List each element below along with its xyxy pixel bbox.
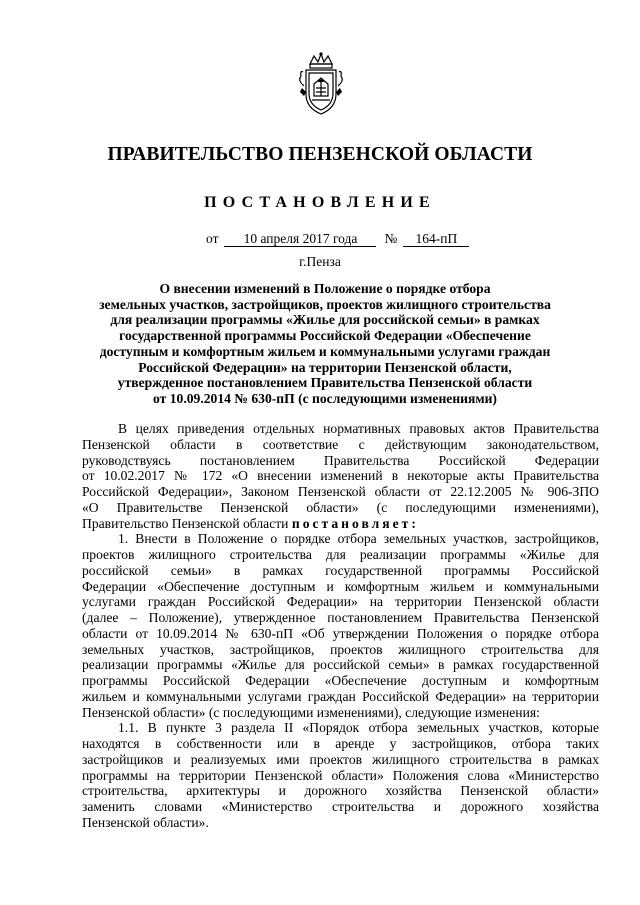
document-type: ПОСТАНОВЛЕНИЕ: [204, 194, 436, 211]
number-sign: №: [384, 231, 398, 246]
document-number: 164-пП: [403, 231, 469, 247]
document-body: [82, 421, 599, 831]
heading-line: Российской Федерации» на территории Пензенской области,: [138, 359, 512, 375]
body-line: жильем и коммунальными услугами граждан Российской Федерации» на территории: [82, 688, 599, 704]
body-line: проектов жилищного строительства для реализации программы «Жилье для: [82, 547, 599, 562]
body-line: программы Российской Федерации «Обеспечение доступным и комфортным: [82, 673, 599, 688]
body-line: [82, 516, 599, 532]
body-line: услугами граждан Российской Федерации» на территории Пензенской области: [82, 594, 599, 610]
body-line: (далее – Положение), утвержденное постановлением Правительства Пензенской: [82, 610, 599, 625]
document-date: 10 апреля 2017 года: [224, 231, 376, 247]
body-line: российской семьи» в рамках государственной программы Российской: [82, 562, 599, 578]
body-line: программы на территории Пензенской области» Положения слова «Министерство: [82, 767, 599, 783]
heading-line: О внесении изменений в Положение о порядке отбора: [159, 281, 491, 296]
heading-line: утвержденное постановлением Правительства Пензенской области: [117, 375, 533, 391]
body-line: находятся в собственности или в аренде у застройщиков, отбора таких: [82, 736, 599, 751]
body-line: области от 10.09.2014 № 630-пП «Об утверждении Положения о порядке отбора: [82, 625, 599, 641]
body-line: от 10.02.2017 № 172 «О внесении изменений в некоторые акты Правительства: [82, 468, 599, 484]
organization-title: ПРАВИТЕЛЬСТВО ПЕНЗЕНСКОЙ ОБЛАСТИ: [107, 144, 533, 165]
body-line: руководствуясь постановлением Правительства Российской Федерации: [82, 452, 599, 468]
body-line: «О Правительстве Пензенской области» (с последующими изменениями),: [82, 499, 599, 515]
city: г.Пенза: [299, 254, 341, 269]
document-heading: [80, 281, 570, 407]
body-line: 1. Внести в Положение о порядке отбора земельных участков, застройщиков,: [118, 531, 599, 547]
body-line: застройщиков и реализуемых ими проектов жилищного строительства в рамках: [82, 751, 599, 767]
heading-line: государственной программы Российской Федерации «Обеспечение: [119, 328, 531, 344]
heading-line: для реализации программы «Жилье для российской семьи» в рамках: [110, 312, 540, 328]
resolution-prefix: Правительство Пензенской области: [82, 515, 289, 531]
body-line: Пензенской области в соответствие с действующим законодательством,: [82, 436, 599, 452]
body-line: Пензенской области».: [82, 814, 209, 830]
date-number-line: [206, 231, 469, 247]
heading-line: доступным и комфортным жильем и коммунальными услугами граждан: [99, 343, 551, 359]
date-prefix: от: [206, 231, 219, 246]
body-line: строительства, архитектуры и дорожного хозяйства Пензенской области»: [82, 783, 599, 799]
coat-of-arms-emblem: [296, 50, 346, 120]
body-line: Федерации «Обеспечение доступным и комфортным жильем и коммунальными: [82, 578, 599, 594]
heading-line: земельных участков, застройщиков, проектов жилищного строительства: [99, 296, 551, 312]
heading-line: от 10.09.2014 № 630-пП (с последующими изменениями): [153, 390, 497, 406]
body-line: Пензенской области» (с последующими изменениями), следующие изменения:: [82, 704, 540, 720]
body-line: 1.1. В пункте 3 раздела II «Порядок отбора земельных участков, которые: [118, 720, 599, 736]
body-line: В целях приведения отдельных нормативных правовых актов Правительства: [118, 421, 599, 436]
body-line: Российской Федерации», Законом Пензенской области от 22.12.2005 № 906-ЗПО: [82, 484, 599, 499]
body-line: земельных участков, застройщиков, проектов жилищного строительства для: [82, 641, 599, 657]
body-line: реализации программы «Жилье для российской семьи» в рамках государственной: [82, 657, 599, 673]
body-line: заменить словами «Министерство строительства и дорожного хозяйства: [82, 799, 599, 814]
resolves-keyword: постановляет:: [291, 515, 419, 531]
